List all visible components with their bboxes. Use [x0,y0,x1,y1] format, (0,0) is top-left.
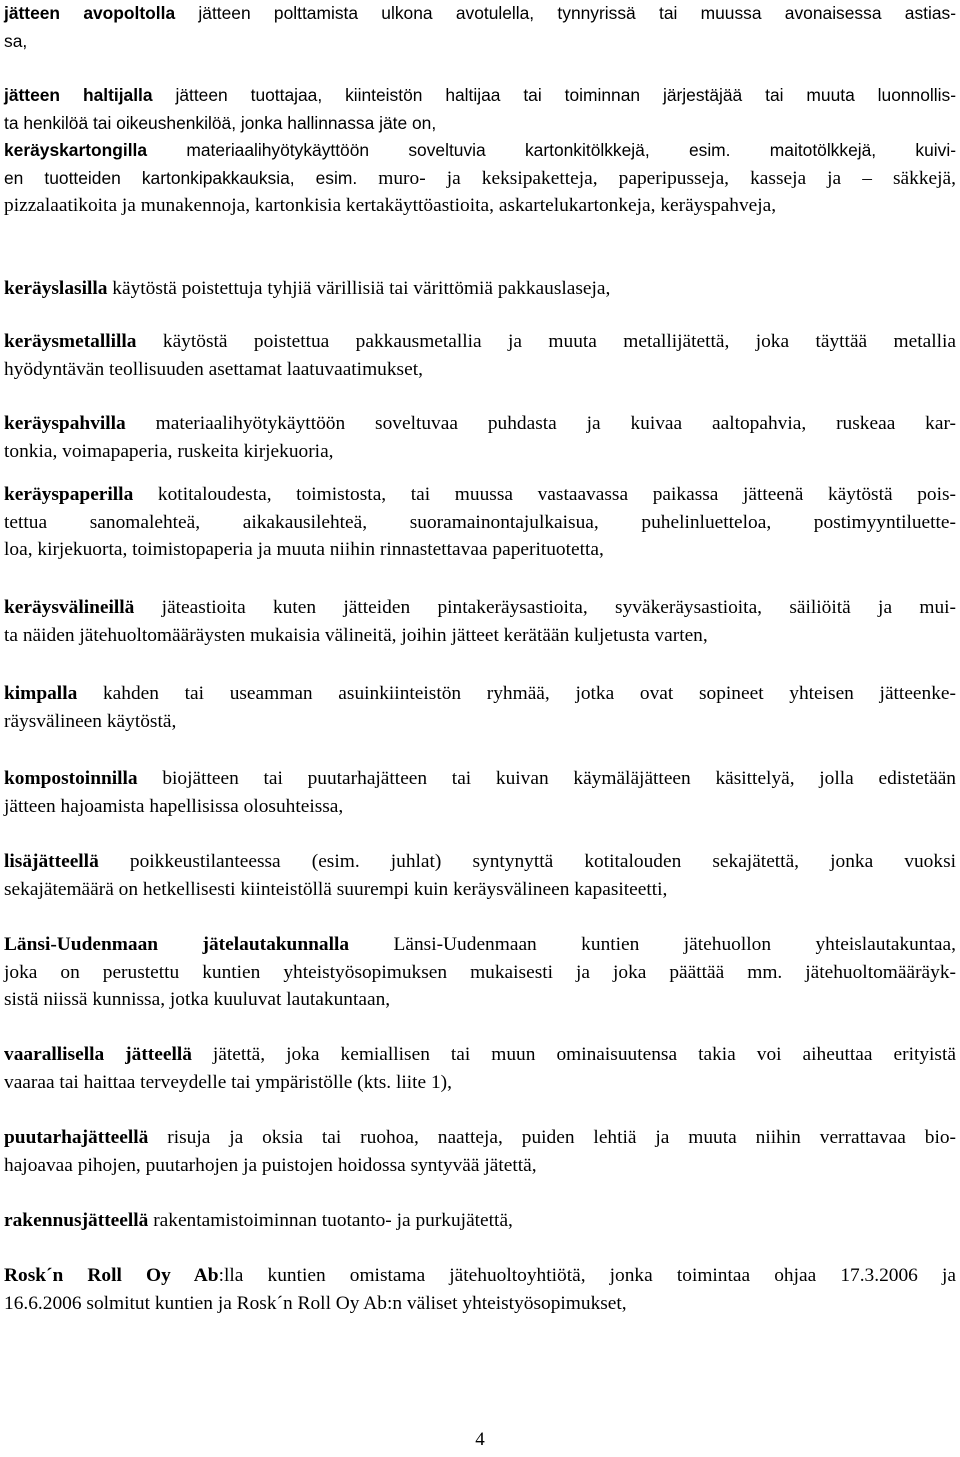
definition-text: sa, [4,30,28,51]
definition-text: en tuotteiden kartonkipakkauksia, esim. [4,167,358,188]
definition-text: Länsi-Uudenmaan kuntien jätehuollon yhteislautakuntaa, [349,934,956,955]
definition-term: keräyskartongilla [4,140,148,160]
definition-text: sekajätemäärä on hetkellisesti kiinteistöllä suurempi kuin keräysvälineen kapasiteetti, [4,878,668,900]
definition-term: keräyslasilla [4,278,108,299]
page-number: 4 [475,1429,485,1450]
definition-text: jätettä, joka kemiallisen tai muun ominaisuutensa takia voi aiheuttaa erityistä [191,1044,956,1065]
definition-lisajatteella [4,848,956,903]
definition-text: 16.6.2006 solmitut kuntien ja Rosk´n Roll Oy Ab:n väliset yhteistyösopimukset, [4,1292,627,1314]
definition-term: keräyspaperilla [4,484,134,505]
definition-term: keräysmetallilla [4,331,137,352]
definition-text: hyödyntävän teollisuuden asettamat laatuvaatimukset, [4,358,423,380]
definition-text: hajoavaa pihojen, puutarhojen ja puistojen hoidossa syntyvää jätettä, [4,1154,537,1176]
definition-term: keräysvälineillä [4,597,135,618]
definition-text: jätteen hajoamista hapellisissa olosuhteissa, [4,795,344,817]
definition-keraylasilla [4,275,956,303]
definition-text: risuja ja oksia tai ruohoa, naatteja, puiden lehtiä ja muuta niihin verrattavaa bio- [148,1127,956,1148]
definition-text: rakentamistoiminnan tuotanto- ja purkujätettä, [148,1210,513,1231]
definition-rakennusjatteella [4,1207,956,1235]
definition-text: materiaalihyötykäyttöön soveltuvia kartonkitölkkejä, esim. maitotölkkejä, kuivi- [147,140,956,160]
definition-lansi-uudenmaan-jatelautakunnalla [4,931,956,1014]
definition-kerayvalineilla [4,594,956,649]
definition-term: Rosk´n Roll Oy Ab [4,1265,219,1286]
definition-text: pizzalaatikoita ja munakennoja, kartonkisia kertakäyttöastioita, askartelukartonkeja, keräyspahveja, [4,195,777,216]
definition-text: :lla kuntien omistama jätehuoltoyhtiötä, jonka toimintaa ohjaa 17.3.2006 ja [218,1265,956,1286]
definition-text: materiaalihyötykäyttöön soveltuvaa puhdasta ja kuivaa aaltopahvia, ruskeaa kar- [125,413,956,434]
definition-kompostoinnilla [4,765,956,820]
definition-text: ta näiden jätehuoltomääräysten mukaisia välineitä, joihin jätteet kerätään kuljetusta varten, [4,624,708,646]
definition-term: puutarhajätteellä [4,1127,149,1148]
definition-puutarhajatteella [4,1124,956,1179]
definition-jatteen-haltijalla [4,82,956,137]
definition-text: kotitaloudesta, toimistosta, tai muussa vastaavassa paikassa jätteenä käytöstä pois- [133,484,956,505]
definition-term: vaarallisella jätteellä [4,1044,192,1065]
definition-term: jätteen avopoltolla [4,3,176,23]
definition-term: kompostoinnilla [4,768,138,789]
definition-text: jätteen tuottajaa, kiinteistön haltijaa tai toiminnan järjestäjää tai muuta luonnollis- [152,85,956,105]
definition-text: räysvälineen käytöstä, [4,710,177,732]
definition-vaarallisella-jatteella [4,1041,956,1096]
definition-term: rakennusjätteellä [4,1210,149,1231]
definition-text: käytöstä poistettua pakkausmetallia ja muuta metallijätettä, joka täyttää metallia [136,331,956,352]
definition-keraypaperilla [4,481,956,564]
definition-text: vaaraa tai haittaa terveydelle tai ympäristölle (kts. liite 1), [4,1071,452,1093]
definition-term: keräyspahvilla [4,413,126,434]
definition-kimpalla [4,680,956,735]
definition-term: kimpalla [4,683,78,704]
definition-text: joka on perustettu kuntien yhteistyösopimuksen mukaisesti ja joka päättää mm. jätehuoltomääräyk- [4,961,956,983]
definition-text: poikkeustilanteessa (esim. juhlat) syntynyttä kotitalouden sekajätettä, jonka vuoksi [98,851,956,872]
definition-term: Länsi-Uudenmaan jätelautakunnalla [4,934,350,955]
definition-text: tettua sanomalehteä, aikakausilehteä, suoramainontajulkaisua, puhelinluetteloa, postimyyntiluette- [4,511,956,533]
definition-keraypahvilla [4,410,956,465]
definition-text: sistä niissä kunnissa, jotka kuuluvat lautakuntaan, [4,989,391,1010]
definition-text: käytöstä poistettuja tyhjiä värillisiä tai värittömiä pakkauslaseja, [107,278,611,299]
definition-text: loa, kirjekuorta, toimistopaperia ja muuta niihin rinnastettavaa paperituotetta, [4,539,604,560]
definition-term: lisäjätteellä [4,851,99,872]
definition-roskn-roll-oy-ab [4,1262,956,1317]
definition-text: tonkia, voimapaperia, ruskeita kirjekuoria, [4,440,334,462]
definition-term: jätteen haltijalla [4,85,153,105]
definition-keraysmetallilla [4,328,956,383]
definition-text: jäteastioita kuten jätteiden pintakeräysastioita, syväkeräysastioita, säiliöitä ja mui- [134,597,956,618]
definition-text: biojätteen tai puutarhajätteen tai kuivan käymäläjätteen käsittelyä, jolla edistetään [137,768,956,789]
definition-text: ta henkilöä tai oikeushenkilöä, jonka hallinnassa jäte on, [4,112,437,133]
definition-text-serif: muro- ja keksipaketteja, paperipusseja, kasseja ja – säkkejä, [357,167,956,189]
definition-kerayskartongilla [4,137,956,220]
definition-text: kahden tai useamman asuinkiinteistön ryhmää, jotka ovat sopineet yhteisen jätteenke- [77,683,956,704]
definition-text: jätteen polttamista ulkona avotulella, tynnyrissä tai muussa avonaisessa astias- [175,3,956,23]
definition-jatteen-avopoltolla [4,0,956,55]
